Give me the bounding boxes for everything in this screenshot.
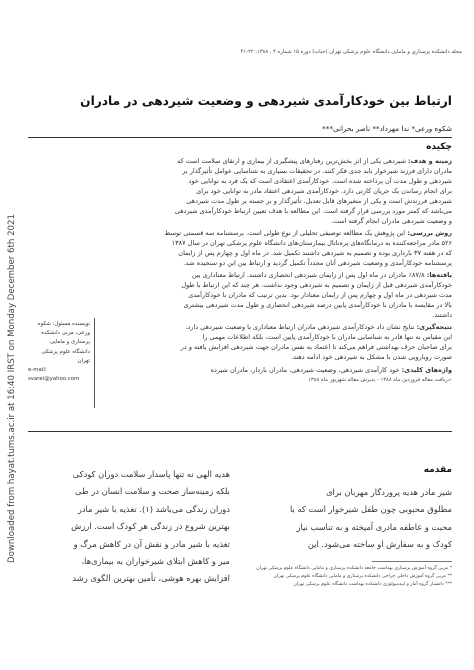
abstract-line: زمینه و هدف: شیردهی یکی از اثر بخش‌ترین رفتارهای پیشگیری از بیماری و ارتقای سلامت است که — [176, 157, 452, 165]
background-label: زمینه و هدف: — [408, 157, 452, 165]
abstract-line: بالا در مقایسه با مادران با خودکارآمدی پایین درصد شیردهی انحصاری و طول مدت شیردهی بیشتری — [183, 301, 452, 309]
abstract-line: صورت رویارویی شدن با مشکل به شیردهی خود ادامه دهند. — [290, 353, 452, 361]
corresponding-line: ورعی، مربی دانشکده — [41, 330, 90, 337]
abstract-line: شیردهی و طول مدت آن پرداخته شده است. خودکارآمدی اعتقادی است که یک فرد به توانایی خود — [188, 177, 452, 185]
footnote-line: ** مربی گروه آموزش داخلی جراحی دانشکده پرستاری و مامایی دانشگاه علوم پزشکی تهران — [273, 574, 452, 579]
intro-line: هدیه الهی نه تنها پاسدار سلامت دوران کودکی — [72, 469, 230, 479]
intro-heading: مقدمه — [423, 465, 452, 475]
abstract-method — [97, 228, 452, 268]
abstract-keywords — [97, 365, 452, 375]
keywords-label: واژه‌های کلیدی: — [401, 366, 452, 374]
journal-header: مجله دانشکده پرستاری و مامایی دانشگاه علوم پزشکی تهران (حیات) دوره ۱۵ شماره ۴ ، ۱۳۸۸، ۲۲-۴۱ — [240, 49, 462, 55]
corresponding-author — [28, 320, 90, 384]
abstract-line: می‌باشد که کمتر مورد بررسی قرار گرفته است. این مطالعه با هدف تعیین ارتباط خودکارآمدی شیردهی — [174, 207, 452, 215]
abstract-line: یافته‌ها: ۸۷/۸٪ مادران در ماه اول پس از زایمان شیردهی انحصاری داشتند. ارتباط معناداری بین — [191, 271, 452, 279]
abstract-line: که در هفته ۳۷ بارداری بوده و تصمیم به شیردهی داشتند تکمیل شد. در ماه اول و چهارم پس از زایمان — [178, 249, 452, 257]
download-watermark — [6, 108, 18, 563]
abstract-line: مدت شیردهی در ماه اول و چهارم پس از زایمان معنادار بود. بدین ترتیب که مادران با خودکارآمدی — [188, 291, 452, 299]
abstract-body — [97, 156, 452, 384]
abstract-line: برای صاحبان حرف بهداشتی فراهم می‌کند تا اعتماد به نفس مادران جهت شیردهی افزایش یافته و در — [180, 343, 452, 351]
abstract-top-rule — [28, 137, 452, 138]
sidebar-divider — [94, 318, 95, 408]
abstract-line: ۵۲۶ مادر مراجعه‌کننده به درمانگاه‌های پره‌ناتال بیمارستان‌های دانشگاه علوم پزشکی تهران در سال ۱۳۸۷ — [171, 239, 452, 247]
corresponding-line: تهران — [77, 357, 90, 364]
intro-line: شیر مادر هدیه پروردگار مهربان برای — [326, 487, 452, 497]
intro-right-column — [250, 484, 452, 554]
intro-line: بهترین شروع در زندگی هر کودک است. ارزش — [71, 521, 230, 532]
corresponding-email-label: e-mail: — [28, 367, 47, 374]
footnotes — [250, 565, 452, 589]
intro-line: محبت و عاطفه مادری آمیخته و به تناسب نیاز — [296, 521, 452, 532]
abstract-line: برای انجام رساندن یک جریان کارتی دارد. خودکارآمدی شیردهی اعتقاد مادر به توانایی خود برای — [196, 187, 452, 195]
abstract-line: شیردهی فرزندش است و یکی از متغیرهای قابل تعدیل، تأثیرگذار و بر جسته بر طول مدت شیردهی — [186, 197, 452, 205]
conclusion-label: نتیجه‌گیری: — [416, 323, 452, 331]
abstract-line: مادران دارای فرزند شیرخوار باید جدی فکر کنند. در تحقیقات بسیاری به شناسایی عوامل تأثیرگذار بر — [182, 167, 452, 175]
corresponding-line: نویسنده مسئول: شکوه — [37, 321, 90, 327]
intro-line: مطلوق محبوبی چون طفل شیرخوار است که با — [290, 504, 452, 515]
abstract-line: این مقیاس نه تنها قادر به شناسایی مادران با خودکارآمدی پایین است، بلکه اطلاعات مهمی را — [202, 333, 452, 341]
method-label: روش بررسی: — [407, 229, 452, 237]
abstract-line: روش بررسی: این پژوهش یک مطالعه توصیفی تحلیلی از نوع طولی است. پرسشنامه سه قسمتی توسط — [164, 229, 452, 237]
abstract-conclusion — [97, 322, 452, 362]
abstract-line: داشتند. — [432, 311, 452, 319]
intro-line: دوران زندگی می‌باشد (۱). تغذیه با شیر مادر — [77, 503, 230, 514]
abstract-line: خودکارآمدی شیردهی قبل از زایمان و تصمیم به شیردهی وجود نداشت. هر چند که این ارتباط با طول — [181, 281, 452, 289]
article-title: ارتباط بین خودکارآمدی شیردهی و وضعیت شیردهی در مادران — [80, 94, 452, 108]
abstract-line: پرسشنامه خودکارآمدی و وضعیت شیردهی آنان مجدداً تکمیل گردید و ارتباط بین این دو سنجیده شد. — [183, 259, 452, 267]
keywords-text: خود کارآمدی شیردهی، وضعیت شیردهی، مادران باردار، مادران شیرده — [210, 366, 400, 374]
intro-line: افزایش بهره هوشی، تأمین بهترین الگوی رشد — [72, 573, 230, 584]
corresponding-line: دانشگاه علوم پزشکی — [41, 348, 90, 355]
abstract-heading: چکیده — [426, 142, 452, 152]
footnote-rule — [372, 561, 452, 562]
article-authors: شکوه ورعی* ندا مهرداد** ناصر بحرانی*** — [322, 124, 452, 133]
intro-left-column — [28, 466, 230, 588]
results-label: یافته‌ها: — [426, 271, 452, 279]
abstract-line: و وضعیت شیردهی مادران انجام گرفته است. — [330, 217, 452, 225]
intro-line: میر و کاهش ابتلای شیرخواران به بیماری‌ها، — [81, 556, 230, 567]
footnote-line: * مربی گروه آموزش پرستاری بهداشت جامعه دانشکده پرستاری و مامایی دانشگاه علوم پزشکی تهران — [256, 566, 452, 571]
received-dates: -دریافت مقاله فروردین ماه ۱۳۸۸ - پذیرش مقاله شهریور ماه ۱۳۸۸ — [308, 377, 452, 383]
abstract-bottom-rule — [28, 431, 452, 432]
abstract-background — [97, 156, 452, 226]
intro-line: کودک و به سفارش او ساخته می‌شود. این — [307, 539, 452, 550]
download-watermark-text: Downloaded from hayat.tums.ac.ir at 16:40 IRST on Monday December 6th 2021 — [7, 214, 17, 563]
corresponding-email: svarei@yahoo.com — [28, 376, 80, 383]
intro-line: بلکه زمینه‌ساز صحت و سلامت انسان در طی — [75, 486, 230, 497]
corresponding-line: پرستاری و مامایی — [49, 339, 90, 346]
abstract-line: نتیجه‌گیری: نتایج نشان داد خودکارآمدی شیردهی مادران ارتباط معناداری با وضعیت شیردهی دارد. — [185, 323, 452, 331]
abstract-results — [97, 270, 452, 320]
footnote-line: *** دانشیار گروه آمار و اپیدمیولوژی دانشکده بهداشت دانشگاه علوم پزشکی تهران — [293, 582, 452, 587]
intro-line: تغذیه با شیر مادر و نقش آن در کاهش مرگ و — [73, 538, 230, 549]
